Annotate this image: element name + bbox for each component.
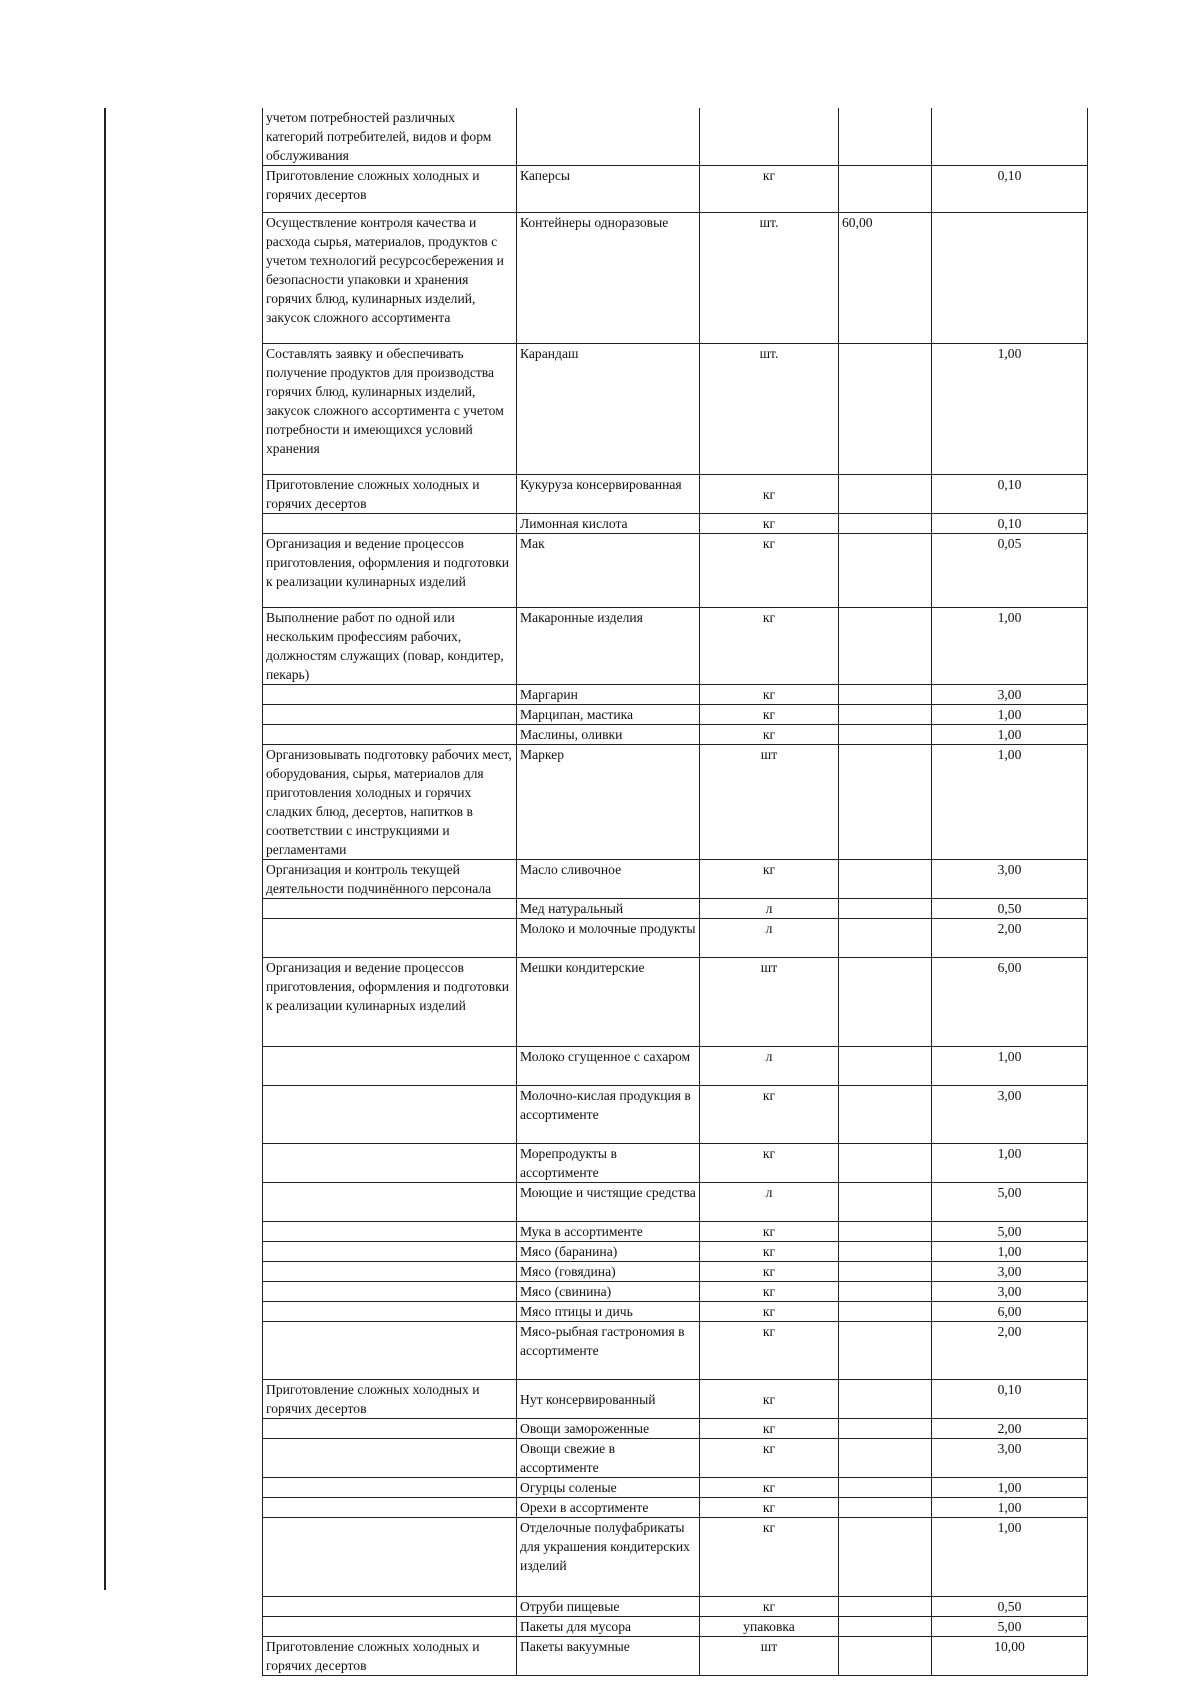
competence-cell <box>263 1302 517 1322</box>
extra-value-cell <box>839 1617 932 1637</box>
extra-value-cell <box>839 166 932 213</box>
table-row <box>263 705 1088 725</box>
extra-value-cell <box>839 1242 932 1262</box>
quantity-cell: 3,00 <box>932 860 1088 899</box>
item-name-cell: Морепродукты в ассортименте <box>517 1144 700 1183</box>
competence-cell <box>263 1518 517 1597</box>
item-name-cell: Кукуруза консервированная <box>517 475 700 514</box>
unit-cell: шт <box>700 745 839 860</box>
supplies-table <box>262 108 1088 1676</box>
unit-cell: шт <box>700 1637 839 1676</box>
competence-cell <box>263 1144 517 1183</box>
extra-value-cell <box>839 1086 932 1144</box>
item-name-cell: Овощи свежие в ассортименте <box>517 1439 700 1478</box>
quantity-cell: 5,00 <box>932 1222 1088 1242</box>
extra-value-cell <box>839 608 932 685</box>
competence-cell: Организация и контроль текущей деятельности подчинённого персонала <box>263 860 517 899</box>
table-row <box>263 108 1088 166</box>
unit-cell: кг <box>700 1282 839 1302</box>
extra-value-cell <box>839 725 932 745</box>
competence-cell <box>263 685 517 705</box>
competence-cell <box>263 1617 517 1637</box>
competence-cell: Составлять заявку и обеспечивать получение продуктов для производства горячих блюд, кулинарных изделий, закусок сложного ассортимента с учетом потребности и имеющихся условий хранения <box>263 344 517 475</box>
quantity-cell: 1,00 <box>932 608 1088 685</box>
unit-cell: шт. <box>700 344 839 475</box>
table-row <box>263 1262 1088 1282</box>
competence-cell <box>263 1597 517 1617</box>
competence-cell <box>263 1282 517 1302</box>
extra-value-cell <box>839 534 932 608</box>
quantity-cell: 1,00 <box>932 725 1088 745</box>
unit-cell: кг <box>700 534 839 608</box>
item-name-cell: Карандаш <box>517 344 700 475</box>
table-row <box>263 344 1088 475</box>
extra-value-cell <box>839 1498 932 1518</box>
table-row <box>263 1086 1088 1144</box>
unit-cell: кг <box>700 1419 839 1439</box>
unit-cell: кг <box>700 860 839 899</box>
quantity-cell: 0,50 <box>932 1597 1088 1617</box>
unit-cell: л <box>700 919 839 958</box>
table-row <box>263 514 1088 534</box>
extra-value-cell <box>839 1518 932 1597</box>
item-name-cell: Молоко и молочные продукты <box>517 919 700 958</box>
item-name-cell: Маслины, оливки <box>517 725 700 745</box>
item-name-cell: Мука в ассортименте <box>517 1222 700 1242</box>
item-name-cell: Пакеты вакуумные <box>517 1637 700 1676</box>
item-name-cell: Мясо птицы и дичь <box>517 1302 700 1322</box>
item-name-cell: Маргарин <box>517 685 700 705</box>
table-row <box>263 1380 1088 1419</box>
table-row <box>263 1047 1088 1086</box>
item-name-cell: Орехи в ассортименте <box>517 1498 700 1518</box>
extra-value-cell <box>839 705 932 725</box>
competence-cell: Осуществление контроля качества и расхода сырья, материалов, продуктов с учетом технологий ресурсосбережения и безопасности упаковки и хранения горячих блюд, кулинарных изделий, закусок сложного ассортимента <box>263 213 517 344</box>
table-row <box>263 1222 1088 1242</box>
table-row <box>263 1637 1088 1676</box>
competence-cell <box>263 1498 517 1518</box>
table-row <box>263 1282 1088 1302</box>
unit-cell: шт. <box>700 213 839 344</box>
quantity-cell: 1,00 <box>932 1498 1088 1518</box>
extra-value-cell <box>839 1302 932 1322</box>
extra-value-cell <box>839 1439 932 1478</box>
table-row <box>263 1498 1088 1518</box>
quantity-cell: 3,00 <box>932 685 1088 705</box>
competence-cell: Приготовление сложных холодных и горячих десертов <box>263 475 517 514</box>
extra-value-cell <box>839 1282 932 1302</box>
table-row <box>263 725 1088 745</box>
unit-cell <box>700 108 839 166</box>
item-name-cell: Мешки кондитерские <box>517 958 700 1047</box>
competence-cell <box>263 1242 517 1262</box>
item-name-cell: Мясо (говядина) <box>517 1262 700 1282</box>
extra-value-cell <box>839 1380 932 1419</box>
extra-value-cell <box>839 685 932 705</box>
quantity-cell: 0,10 <box>932 166 1088 213</box>
unit-cell: кг <box>700 1498 839 1518</box>
item-name-cell: Молочно-кислая продукция в ассортименте <box>517 1086 700 1144</box>
unit-cell: кг <box>700 1478 839 1498</box>
quantity-cell: 1,00 <box>932 1242 1088 1262</box>
extra-value-cell <box>839 1478 932 1498</box>
competence-cell <box>263 1322 517 1380</box>
competence-cell <box>263 1183 517 1222</box>
extra-value-cell <box>839 1637 932 1676</box>
quantity-cell: 5,00 <box>932 1617 1088 1637</box>
quantity-cell: 0,10 <box>932 475 1088 514</box>
competence-cell: Организовывать подготовку рабочих мест, оборудования, сырья, материалов для приготовления холодных и горячих сладких блюд, десертов, напитков в соответствии с инструкциями и регламентами <box>263 745 517 860</box>
unit-cell: л <box>700 1047 839 1086</box>
unit-cell: кг <box>700 1439 839 1478</box>
quantity-cell: 1,00 <box>932 705 1088 725</box>
extra-value-cell <box>839 514 932 534</box>
unit-cell: кг <box>700 1597 839 1617</box>
unit-cell: кг <box>700 1144 839 1183</box>
extra-value-cell <box>839 919 932 958</box>
unit-cell: кг <box>700 514 839 534</box>
item-name-cell: Мед натуральный <box>517 899 700 919</box>
quantity-cell: 3,00 <box>932 1282 1088 1302</box>
extra-value-cell <box>839 1262 932 1282</box>
quantity-cell: 0,10 <box>932 514 1088 534</box>
quantity-cell: 1,00 <box>932 745 1088 860</box>
unit-cell: кг <box>700 725 839 745</box>
item-name-cell: Мак <box>517 534 700 608</box>
quantity-cell: 1,00 <box>932 344 1088 475</box>
competence-cell: Приготовление сложных холодных и горячих десертов <box>263 1637 517 1676</box>
unit-cell: шт <box>700 958 839 1047</box>
competence-cell <box>263 1086 517 1144</box>
unit-cell: л <box>700 899 839 919</box>
table-row <box>263 1144 1088 1183</box>
extra-value-cell <box>839 745 932 860</box>
unit-cell: упаковка <box>700 1617 839 1637</box>
table-row <box>263 213 1088 344</box>
competence-cell <box>263 514 517 534</box>
quantity-cell: 3,00 <box>932 1262 1088 1282</box>
table-row <box>263 745 1088 860</box>
table-row <box>263 1183 1088 1222</box>
unit-cell: кг <box>700 475 839 514</box>
table-row <box>263 1419 1088 1439</box>
quantity-cell: 10,00 <box>932 1637 1088 1676</box>
left-margin-rule <box>104 108 106 1590</box>
supplies-table-body <box>263 108 1088 1676</box>
competence-cell: учетом потребностей различных категорий потребителей, видов и форм обслуживания <box>263 108 517 166</box>
item-name-cell: Отделочные полуфабрикаты для украшения кондитерских изделий <box>517 1518 700 1597</box>
quantity-cell: 1,00 <box>932 1478 1088 1498</box>
item-name-cell: Контейнеры одноразовые <box>517 213 700 344</box>
item-name-cell: Овощи замороженные <box>517 1419 700 1439</box>
table-row <box>263 608 1088 685</box>
competence-cell <box>263 705 517 725</box>
item-name-cell: Отруби пищевые <box>517 1597 700 1617</box>
item-name-cell: Макаронные изделия <box>517 608 700 685</box>
quantity-cell: 1,00 <box>932 1047 1088 1086</box>
table-row <box>263 475 1088 514</box>
item-name-cell: Марципан, мастика <box>517 705 700 725</box>
quantity-cell <box>932 213 1088 344</box>
quantity-cell: 6,00 <box>932 958 1088 1047</box>
item-name-cell: Масло сливочное <box>517 860 700 899</box>
unit-cell: кг <box>700 1262 839 1282</box>
quantity-cell: 0,05 <box>932 534 1088 608</box>
extra-value-cell <box>839 1144 932 1183</box>
quantity-cell: 1,00 <box>932 1518 1088 1597</box>
item-name-cell: Молоко сгущенное с сахаром <box>517 1047 700 1086</box>
table-row <box>263 1302 1088 1322</box>
item-name-cell: Огурцы соленые <box>517 1478 700 1498</box>
table-row <box>263 919 1088 958</box>
extra-value-cell: 60,00 <box>839 213 932 344</box>
table-row <box>263 1322 1088 1380</box>
extra-value-cell <box>839 1419 932 1439</box>
extra-value-cell <box>839 344 932 475</box>
unit-cell: кг <box>700 608 839 685</box>
unit-cell: кг <box>700 1302 839 1322</box>
unit-cell: кг <box>700 1222 839 1242</box>
table-row <box>263 1478 1088 1498</box>
competence-cell <box>263 1419 517 1439</box>
item-name-cell: Мясо (баранина) <box>517 1242 700 1262</box>
table-row <box>263 534 1088 608</box>
unit-cell: кг <box>700 705 839 725</box>
extra-value-cell <box>839 860 932 899</box>
competence-cell <box>263 1222 517 1242</box>
competence-cell: Организация и ведение процессов приготовления, оформления и подготовки к реализации кулинарных изделий <box>263 534 517 608</box>
quantity-cell: 6,00 <box>932 1302 1088 1322</box>
quantity-cell: 3,00 <box>932 1086 1088 1144</box>
unit-cell: кг <box>700 166 839 213</box>
unit-cell: кг <box>700 1242 839 1262</box>
table-row <box>263 166 1088 213</box>
item-name-cell: Каперсы <box>517 166 700 213</box>
competence-cell: Приготовление сложных холодных и горячих десертов <box>263 166 517 213</box>
item-name-cell: Моющие и чистящие средства <box>517 1183 700 1222</box>
extra-value-cell <box>839 1047 932 1086</box>
unit-cell: кг <box>700 1380 839 1419</box>
extra-value-cell <box>839 958 932 1047</box>
item-name-cell: Мясо-рыбная гастрономия в ассортименте <box>517 1322 700 1380</box>
extra-value-cell <box>839 1183 932 1222</box>
competence-cell <box>263 919 517 958</box>
competence-cell <box>263 1439 517 1478</box>
table-row <box>263 1597 1088 1617</box>
unit-cell: кг <box>700 1518 839 1597</box>
extra-value-cell <box>839 1322 932 1380</box>
quantity-cell: 1,00 <box>932 1144 1088 1183</box>
unit-cell: кг <box>700 1322 839 1380</box>
item-name-cell: Мясо (свинина) <box>517 1282 700 1302</box>
table-row <box>263 1439 1088 1478</box>
quantity-cell: 0,50 <box>932 899 1088 919</box>
competence-cell <box>263 1047 517 1086</box>
competence-cell: Приготовление сложных холодных и горячих десертов <box>263 1380 517 1419</box>
table-row <box>263 899 1088 919</box>
item-name-cell: Лимонная кислота <box>517 514 700 534</box>
extra-value-cell <box>839 899 932 919</box>
table-row <box>263 1242 1088 1262</box>
competence-cell: Выполнение работ по одной или нескольким профессиям рабочих, должностям служащих (повар, кондитер, пекарь) <box>263 608 517 685</box>
table-row <box>263 1617 1088 1637</box>
competence-cell <box>263 899 517 919</box>
competence-cell <box>263 725 517 745</box>
unit-cell: кг <box>700 685 839 705</box>
unit-cell: л <box>700 1183 839 1222</box>
unit-cell: кг <box>700 1086 839 1144</box>
table-row <box>263 685 1088 705</box>
extra-value-cell <box>839 1597 932 1617</box>
table-row <box>263 958 1088 1047</box>
competence-cell <box>263 1262 517 1282</box>
table-row <box>263 860 1088 899</box>
extra-value-cell <box>839 475 932 514</box>
extra-value-cell <box>839 1222 932 1242</box>
item-name-cell: Маркер <box>517 745 700 860</box>
quantity-cell: 5,00 <box>932 1183 1088 1222</box>
quantity-cell: 3,00 <box>932 1439 1088 1478</box>
quantity-cell: 2,00 <box>932 919 1088 958</box>
quantity-cell: 0,10 <box>932 1380 1088 1419</box>
competence-cell <box>263 1478 517 1498</box>
quantity-cell <box>932 108 1088 166</box>
extra-value-cell <box>839 108 932 166</box>
item-name-cell: Пакеты для мусора <box>517 1617 700 1637</box>
item-name-cell <box>517 108 700 166</box>
item-name-cell: Нут консервированный <box>517 1380 700 1419</box>
table-row <box>263 1518 1088 1597</box>
quantity-cell: 2,00 <box>932 1322 1088 1380</box>
quantity-cell: 2,00 <box>932 1419 1088 1439</box>
competence-cell: Организация и ведение процессов приготовления, оформления и подготовки к реализации кулинарных изделий <box>263 958 517 1047</box>
